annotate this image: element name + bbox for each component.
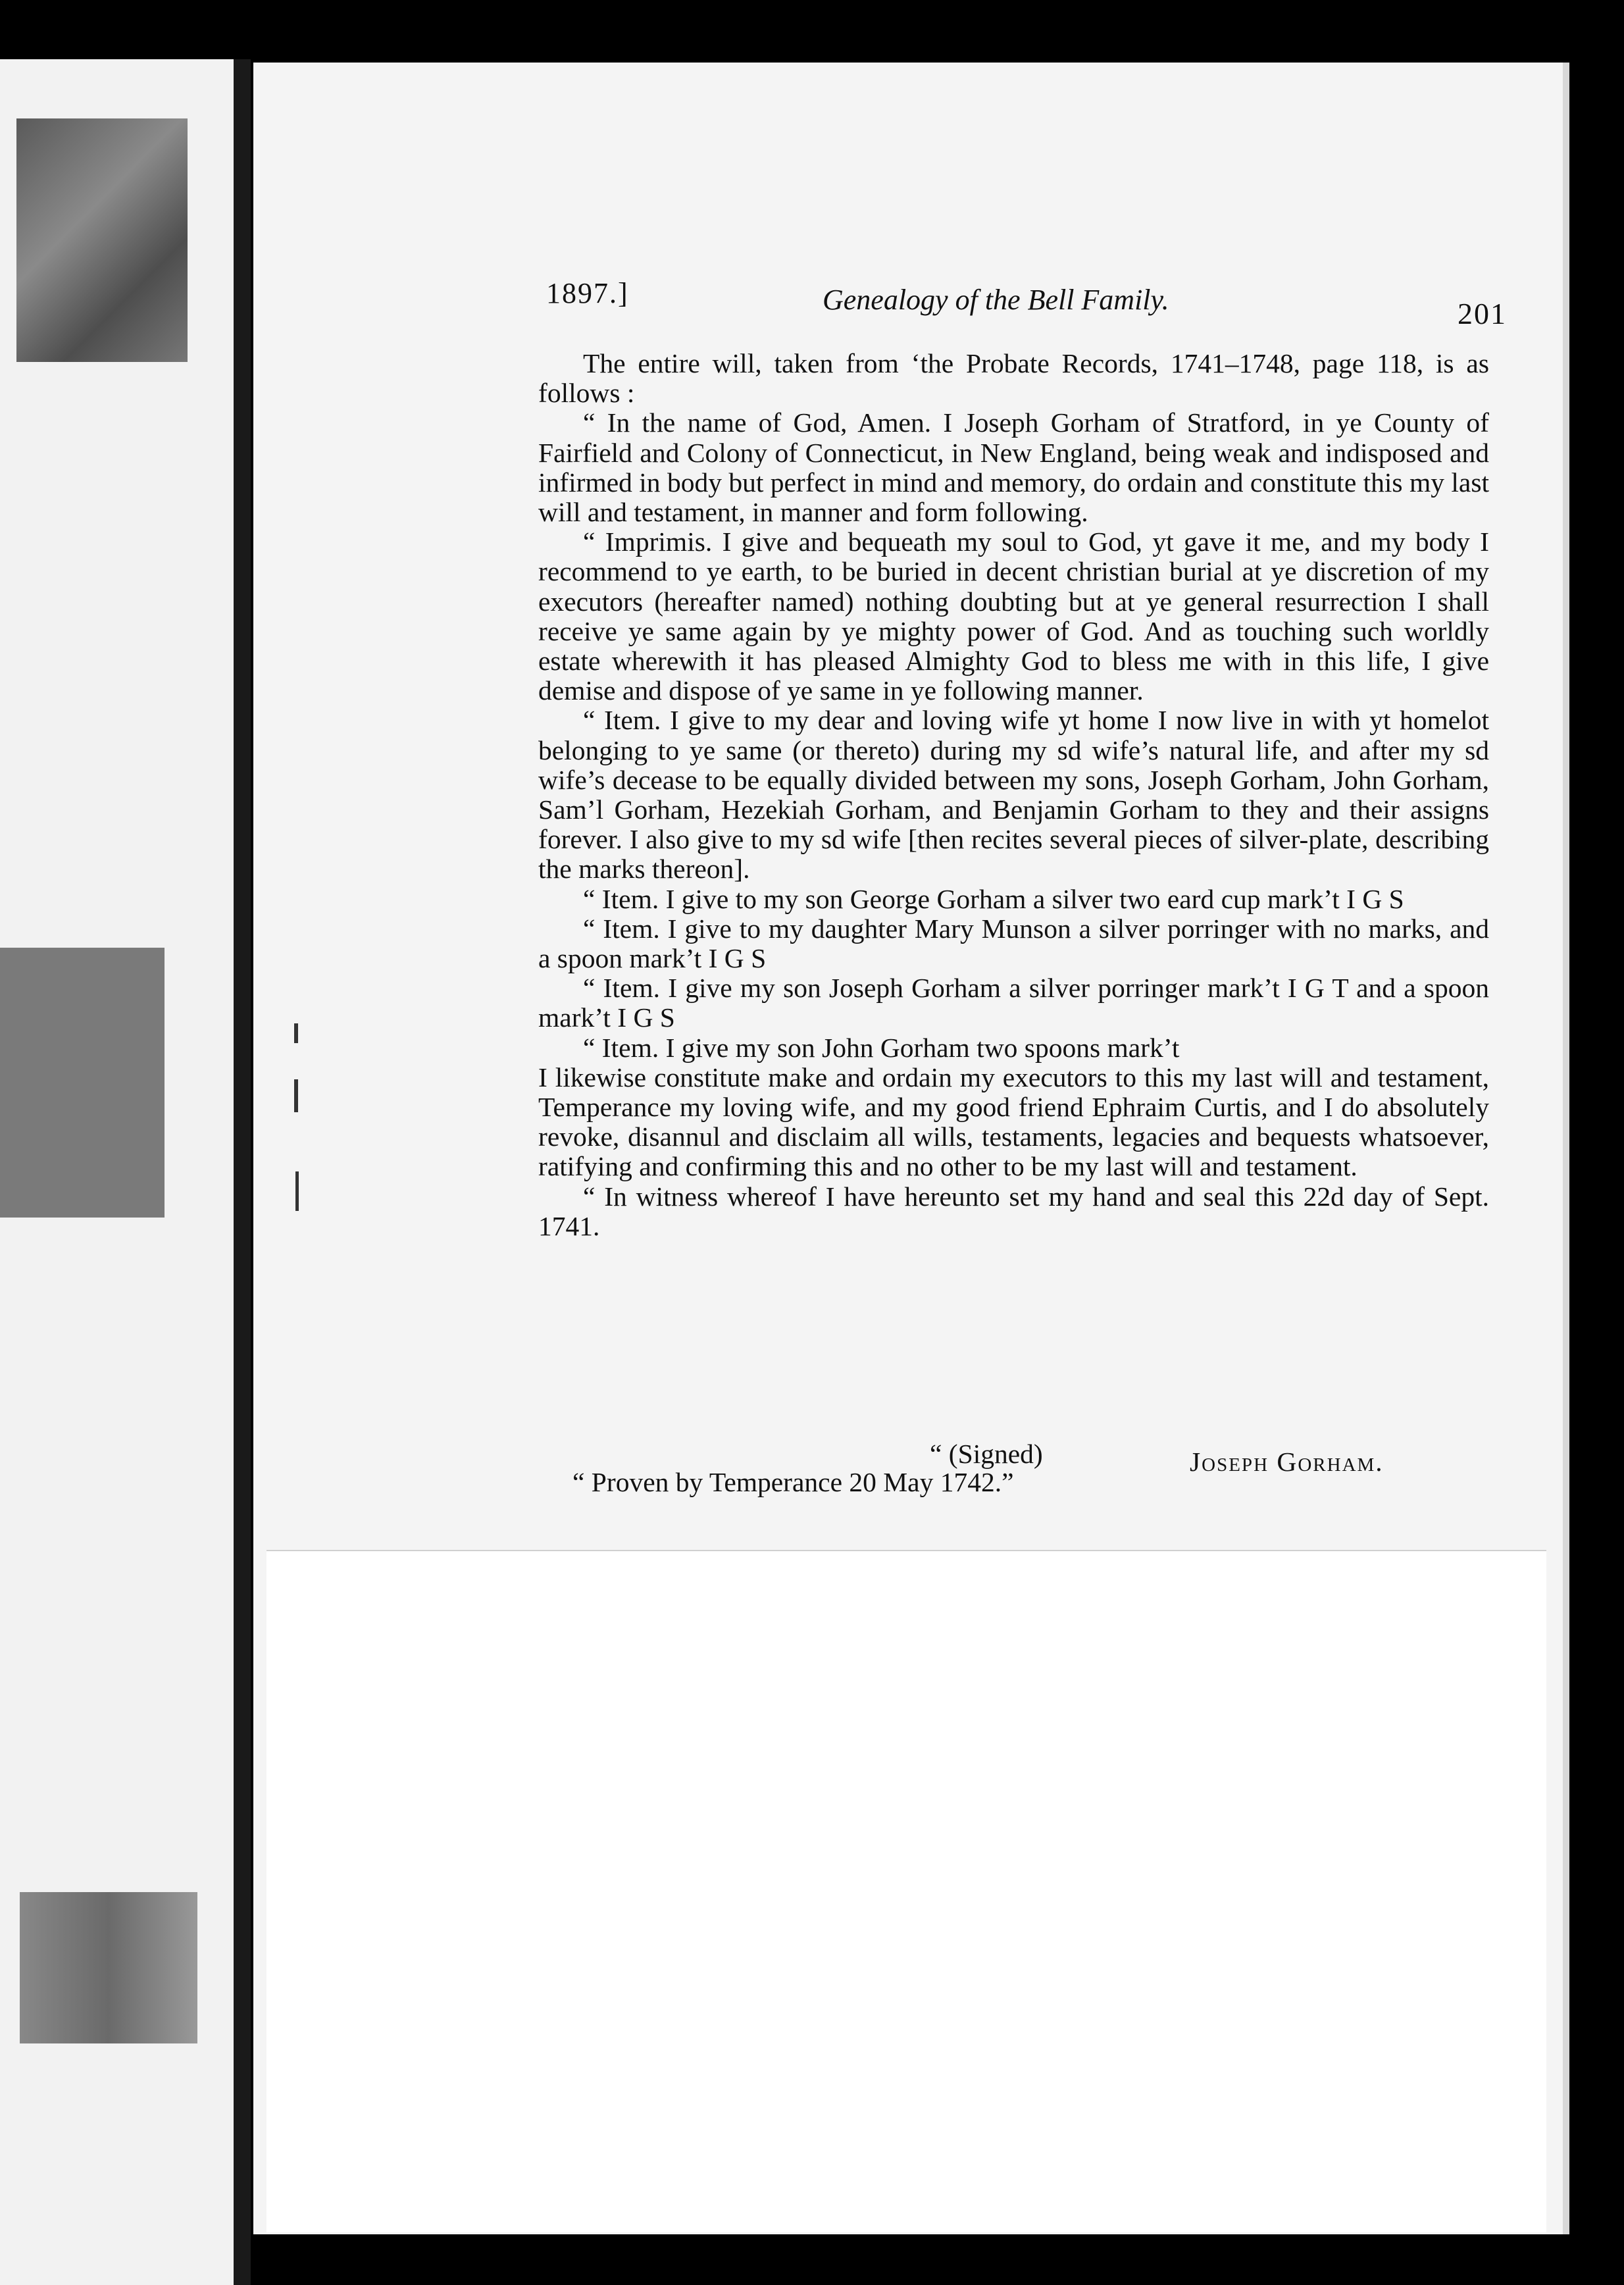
proven-line: “ Proven by Temperance 20 May 1742.” bbox=[572, 1467, 1014, 1497]
signer-name: Joseph Gorham. bbox=[1190, 1447, 1384, 1477]
paragraph: “ In the name of God, Amen. I Joseph Gorham of Stratford, in ye County of Fairfield and Colony of Connecticut, in New England, being weak and indisposed and infirmed in body but perfect in mind and memory, do ordain and constitute this my last will and testament, in manner and form following. bbox=[538, 407, 1489, 528]
paragraph: The entire will, taken from ‘the Probate Records, 1741–1748, page 118, is as follows : bbox=[538, 348, 1489, 409]
margin-mark bbox=[294, 1023, 298, 1043]
paragraph: “ Item. I give my son Joseph Gorham a silver porringer mark’t I G T and a spoon mark’t I G S bbox=[538, 973, 1489, 1033]
paragraph: “ Item. I give to my dear and loving wife yt home I now live in with yt homelot belonging to ye same (or thereto) during my sd wife’s natural life, and after my sd wife’s decease to be equally divided between my sons, Joseph Gorham, John Gorham, Sam’l Gorham, Hezekiah Gorham, and Benjamin Gorham to they and their assigns forever. I also give to my sd wife [then recites several pieces of silver-plate, describing the marks thereon]. bbox=[538, 705, 1489, 885]
scan-artifact bbox=[20, 1892, 197, 2043]
paragraph: “ Imprimis. I give and bequeath my soul to God, yt gave it me, and my body I recommend to ye earth, to be buried in decent christian burial at ye discretion of my executors (hereafter named) nothing doubting but at ye general resurrection I shall receive ye same again by ye mighty power of God. And as touching such worldly estate wherewith it has pleased Almighty God to bless me with in this life, I give demise and dispose of ye same in ye following manner. bbox=[538, 526, 1489, 706]
blank-paper-overlay bbox=[266, 1550, 1546, 2232]
scan-artifact bbox=[0, 948, 165, 1218]
page-number: 201 bbox=[1458, 297, 1507, 330]
header-year: 1897.] bbox=[546, 277, 629, 309]
paragraph: “ Item. I give to my daughter Mary Munson a silver porringer with no marks, and a spoon mark’t I G S bbox=[538, 913, 1489, 974]
paragraph: “ Item. I give to my son George Gorham a silver two eard cup mark’t I G S bbox=[583, 883, 1404, 914]
running-header bbox=[546, 270, 1507, 330]
will-text bbox=[538, 349, 1489, 1241]
paragraph: “ In witness whereof I have hereunto set my hand and seal this 22d day of Sept. 1741. bbox=[538, 1181, 1489, 1241]
margin-mark bbox=[294, 1079, 298, 1112]
margin-mark bbox=[295, 1171, 299, 1211]
signed-label: “ (Signed) bbox=[930, 1439, 1043, 1469]
page-gutter bbox=[234, 59, 251, 2285]
header-title: Genealogy of the Bell Family. bbox=[823, 284, 1169, 316]
paragraph: I likewise constitute make and ordain my executors to this my last will and testament, Temperance my loving wife, and my good friend Ephraim Curtis, and I do absolutely revoke, disannul and disclaim all wills, testaments, legacies and bequests whatsoever, ratifying and confirming this and no other to be my last will and testament. bbox=[538, 1062, 1489, 1182]
scan-artifact bbox=[16, 118, 188, 362]
paragraph: “ Item. I give my son John Gorham two spoons mark’t bbox=[583, 1032, 1180, 1063]
